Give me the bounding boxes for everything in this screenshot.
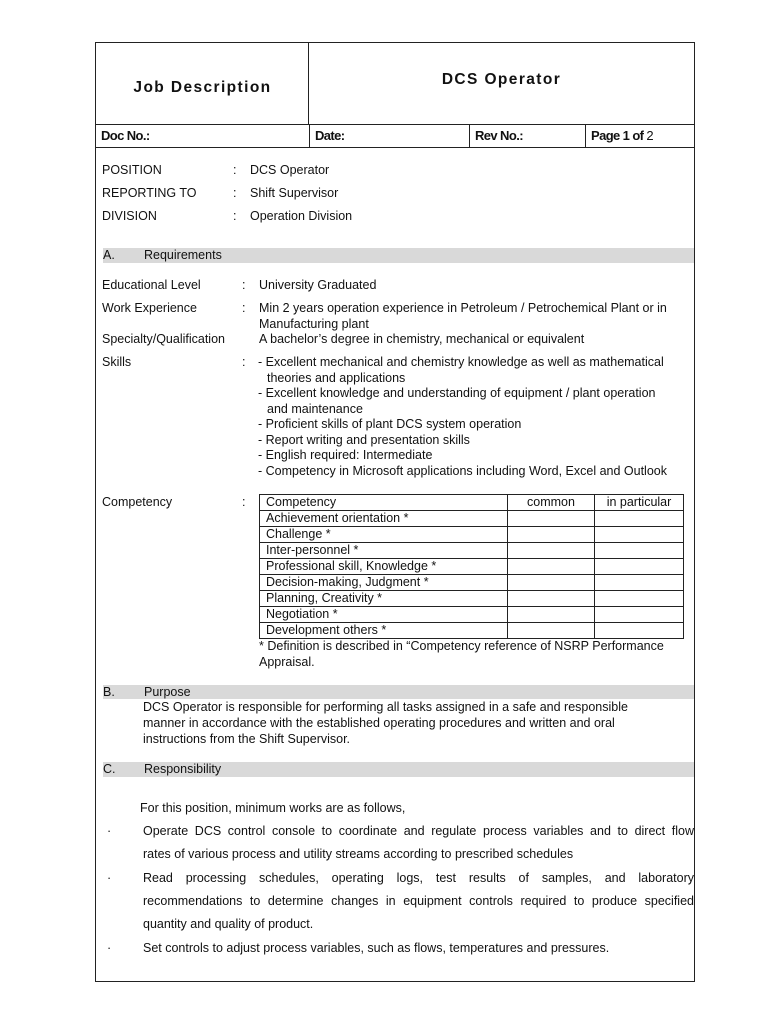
rev-no-label: Rev No.: bbox=[469, 124, 585, 147]
page-number bbox=[585, 124, 694, 147]
common-cell bbox=[508, 527, 595, 543]
common-cell bbox=[508, 559, 595, 575]
competency-name: Development others * bbox=[260, 623, 508, 639]
skills-line: theories and applications bbox=[267, 371, 406, 385]
section-c-letter: C. bbox=[103, 762, 116, 776]
table-row bbox=[260, 623, 684, 639]
skills-line: - Report writing and presentation skills bbox=[258, 433, 470, 447]
specialty-value: A bachelor’s degree in chemistry, mechanical or equivalent bbox=[259, 332, 585, 346]
common-cell bbox=[508, 607, 595, 623]
skills-line: - Excellent mechanical and chemistry knowledge as well as mathematical bbox=[258, 355, 664, 369]
table-row bbox=[260, 511, 684, 527]
purpose-line: DCS Operator is responsible for performing all tasks assigned in a safe and responsible bbox=[143, 700, 628, 714]
competency-name: Challenge * bbox=[260, 527, 508, 543]
page-total: 2 bbox=[646, 128, 654, 143]
common-cell bbox=[508, 575, 595, 591]
bullet-icon: · bbox=[107, 941, 112, 955]
column-header-in-particular: in particular bbox=[595, 495, 684, 511]
skills-line: - Proficient skills of plant DCS system operation bbox=[258, 417, 522, 431]
section-c-header bbox=[103, 762, 694, 777]
competency-name: Negotiation * bbox=[260, 607, 508, 623]
experience-label: Work Experience bbox=[102, 301, 197, 315]
experience-value-line-1: Min 2 years operation experience in Petroleum / Petrochemical Plant or in bbox=[259, 301, 667, 315]
in-particular-cell bbox=[595, 623, 684, 639]
competency-table bbox=[259, 494, 684, 639]
doc-no-label: Doc No.: bbox=[101, 128, 150, 143]
position-colon: : bbox=[233, 163, 237, 177]
purpose-line: manner in accordance with the established operating procedures and written and oral bbox=[143, 716, 615, 730]
section-b-header bbox=[103, 685, 694, 699]
table-header-row bbox=[260, 495, 684, 511]
purpose-line: instructions from the Shift Supervisor. bbox=[143, 732, 351, 746]
competency-name: Achievement orientation * bbox=[260, 511, 508, 527]
reporting-to-label: REPORTING TO bbox=[102, 186, 197, 200]
in-particular-cell bbox=[595, 607, 684, 623]
job-title-heading: DCS Operator bbox=[441, 71, 562, 88]
reporting-to-colon: : bbox=[233, 186, 237, 200]
common-cell bbox=[508, 591, 595, 607]
position-label: POSITION bbox=[102, 163, 162, 177]
table-row bbox=[260, 543, 684, 559]
reporting-to-value: Shift Supervisor bbox=[250, 186, 339, 200]
competency-name: Inter-personnel * bbox=[260, 543, 508, 559]
section-a-letter: A. bbox=[103, 248, 115, 262]
common-cell bbox=[508, 623, 595, 639]
column-header-competency: Competency bbox=[260, 495, 508, 511]
responsibility-item-line: quantity and quality of product. bbox=[143, 917, 314, 931]
responsibility-intro: For this position, minimum works are as follows, bbox=[140, 801, 406, 815]
experience-colon: : bbox=[242, 301, 246, 315]
in-particular-cell bbox=[595, 575, 684, 591]
section-b-title: Purpose bbox=[144, 685, 191, 699]
in-particular-cell bbox=[595, 591, 684, 607]
responsibility-item-line: Operate DCS control console to coordinate and regulate process variables and to direct flow bbox=[143, 824, 694, 838]
document-meta-row bbox=[96, 124, 694, 148]
skills-line: - English required: Intermediate bbox=[258, 448, 433, 462]
responsibility-item-line: Read processing schedules, operating logs, test results of samples, and laboratory bbox=[143, 871, 694, 885]
education-label: Educational Level bbox=[102, 278, 201, 292]
competency-name: Decision-making, Judgment * bbox=[260, 575, 508, 591]
bullet-icon: · bbox=[107, 871, 112, 885]
document-type-title: Job Description bbox=[133, 79, 272, 96]
in-particular-cell bbox=[595, 543, 684, 559]
table-row bbox=[260, 527, 684, 543]
section-a-header bbox=[103, 248, 694, 263]
competency-footnote-line-2: Appraisal. bbox=[259, 655, 315, 669]
column-header-common: common bbox=[508, 495, 595, 511]
section-a-title: Requirements bbox=[144, 248, 222, 262]
skills-colon: : bbox=[242, 355, 246, 369]
competency-label: Competency bbox=[102, 495, 173, 509]
in-particular-cell bbox=[595, 527, 684, 543]
division-value: Operation Division bbox=[250, 209, 353, 223]
education-colon: : bbox=[242, 278, 246, 292]
date-label: Date: bbox=[309, 124, 469, 147]
competency-colon: : bbox=[242, 495, 246, 509]
skills-line: - Competency in Microsoft applications including Word, Excel and Outlook bbox=[258, 464, 667, 478]
section-b-letter: B. bbox=[103, 685, 115, 699]
competency-name: Professional skill, Knowledge * bbox=[260, 559, 508, 575]
skills-line: and maintenance bbox=[267, 402, 363, 416]
position-value: DCS Operator bbox=[250, 163, 330, 177]
section-c-title: Responsibility bbox=[144, 762, 222, 776]
page-label: Page 1 of bbox=[591, 128, 644, 143]
division-label: DIVISION bbox=[102, 209, 157, 223]
skills-line: - Excellent knowledge and understanding of equipment / plant operation bbox=[258, 386, 656, 400]
division-colon: : bbox=[233, 209, 237, 223]
education-value: University Graduated bbox=[259, 278, 377, 292]
competency-name: Planning, Creativity * bbox=[260, 591, 508, 607]
bullet-icon: · bbox=[107, 824, 112, 838]
document-frame bbox=[95, 42, 695, 982]
table-row bbox=[260, 559, 684, 575]
common-cell bbox=[508, 543, 595, 559]
in-particular-cell bbox=[595, 511, 684, 527]
experience-value-line-2: Manufacturing plant bbox=[259, 317, 369, 331]
responsibility-item-line: Set controls to adjust process variables, such as flows, temperatures and pressures. bbox=[143, 941, 610, 955]
competency-footnote-line-1: * Definition is described in “Competency reference of NSRP Performance bbox=[259, 639, 664, 653]
common-cell bbox=[508, 511, 595, 527]
table-row bbox=[260, 607, 684, 623]
skills-label: Skills bbox=[102, 355, 132, 369]
table-row bbox=[260, 575, 684, 591]
header-title-box bbox=[96, 43, 309, 124]
table-row bbox=[260, 591, 684, 607]
responsibility-item-line: rates of various process and utility streams according to prescribed schedules bbox=[143, 847, 574, 861]
specialty-label: Specialty/Qualification bbox=[102, 332, 225, 346]
responsibility-item-line: recommendations to determine changes in equipment controls required to produce specified bbox=[143, 894, 694, 908]
in-particular-cell bbox=[595, 559, 684, 575]
